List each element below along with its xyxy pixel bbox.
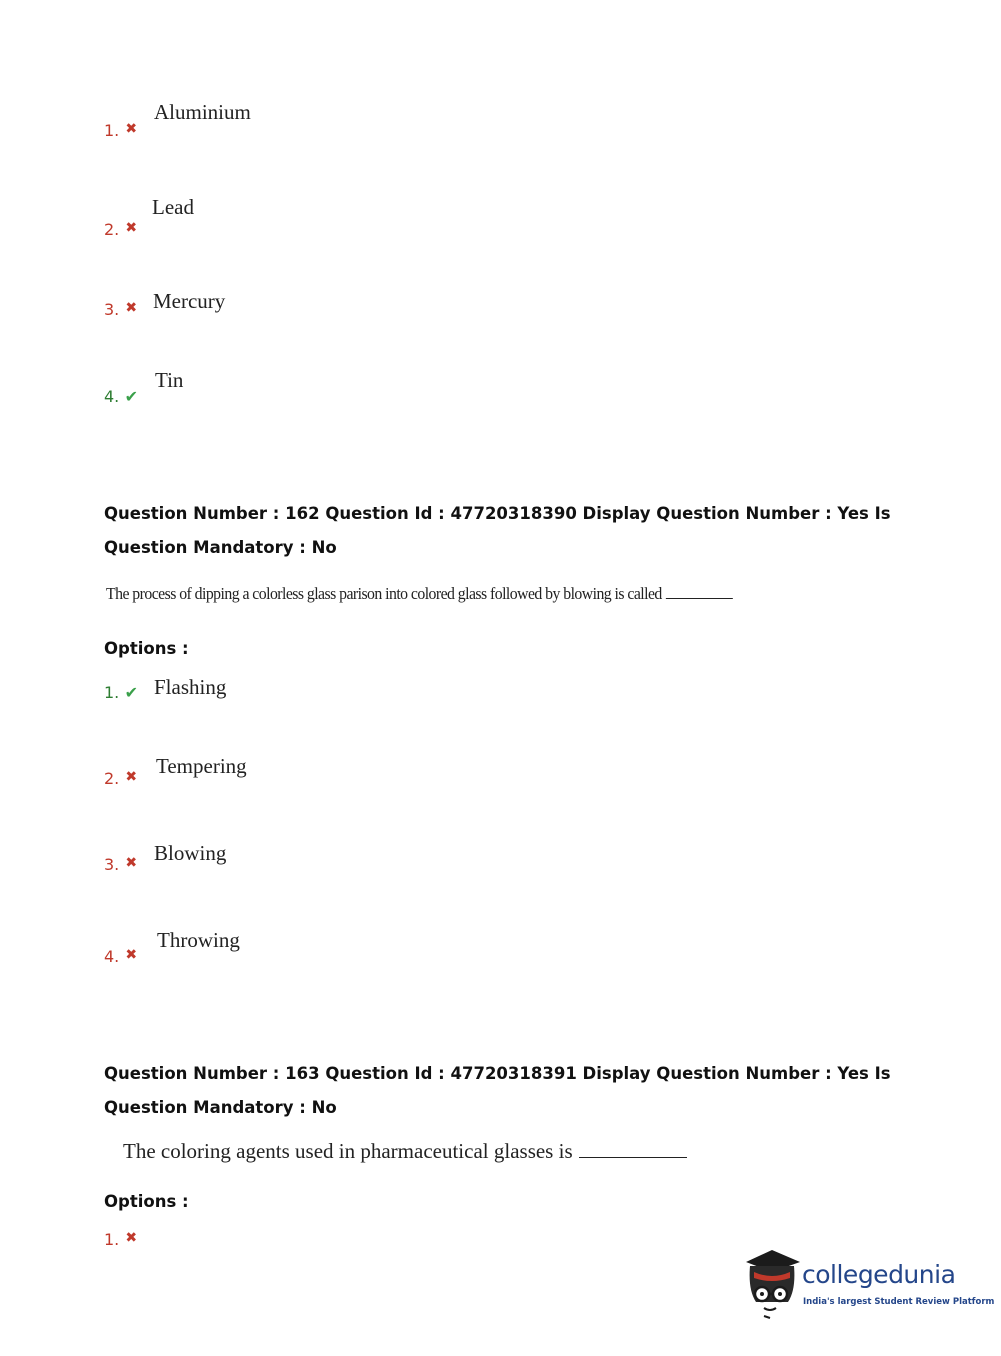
cross-icon: ✖ — [125, 855, 138, 871]
cross-icon: ✖ — [125, 947, 138, 963]
option-number: 4. — [104, 387, 120, 406]
option-item — [104, 947, 138, 966]
option-number: 1. — [104, 683, 120, 702]
option-text: Flashing — [154, 675, 227, 699]
cross-icon: ✖ — [125, 220, 138, 236]
question-text — [106, 584, 732, 604]
option-text: Tin — [155, 368, 184, 392]
question-text-content: The coloring agents used in pharmaceutical glasses is — [123, 1139, 573, 1163]
answer-blank — [665, 598, 732, 599]
option-item — [104, 1230, 138, 1249]
question-header: Question Number : 163 Question Id : 47720318391 Display Question Number : Yes Is Question Mandatory : No — [104, 1064, 891, 1117]
option-item — [104, 300, 138, 319]
cross-icon: ✖ — [125, 769, 138, 785]
option-item — [104, 387, 138, 406]
check-icon: ✔ — [124, 387, 138, 406]
collegedunia-logo — [742, 1250, 995, 1322]
options-label: Options : — [104, 1192, 189, 1211]
option-text: Blowing — [154, 841, 227, 865]
option-number: 1. — [104, 1230, 120, 1249]
option-item — [104, 855, 138, 874]
option-number: 1. — [104, 121, 120, 140]
check-icon: ✔ — [124, 683, 138, 702]
cross-icon: ✖ — [125, 1230, 138, 1246]
question-header: Question Number : 162 Question Id : 47720318390 Display Question Number : Yes Is Question Mandatory : No — [104, 504, 891, 557]
logo-tagline: India's largest Student Review Platform — [803, 1297, 995, 1307]
cross-icon: ✖ — [125, 300, 138, 316]
cross-icon: ✖ — [125, 121, 138, 137]
option-text: Tempering — [156, 754, 247, 778]
question-text-content: The process of dipping a colorless glass parison into colored glass followed by blowing is called — [106, 584, 662, 603]
option-text: Lead — [152, 195, 194, 219]
option-number: 3. — [104, 300, 120, 319]
mascot-icon — [742, 1250, 802, 1322]
option-text: Mercury — [153, 289, 226, 313]
option-number: 2. — [104, 769, 120, 788]
option-number: 2. — [104, 220, 120, 239]
option-text: Aluminium — [154, 100, 251, 124]
option-number: 3. — [104, 855, 120, 874]
option-item — [104, 220, 138, 239]
question-text — [123, 1139, 687, 1164]
option-number: 4. — [104, 947, 120, 966]
option-item — [104, 121, 138, 140]
option-text: Throwing — [157, 928, 240, 952]
option-item — [104, 683, 138, 702]
answer-blank — [579, 1157, 687, 1158]
options-label: Options : — [104, 639, 189, 658]
option-item — [104, 769, 138, 788]
logo-wordmark: collegedunia — [802, 1260, 956, 1289]
